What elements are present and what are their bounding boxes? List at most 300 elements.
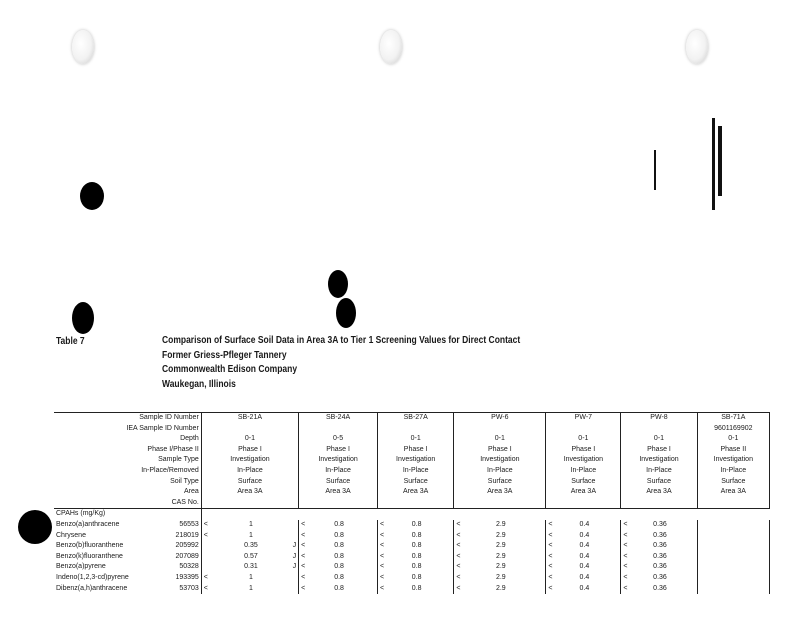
table-row bbox=[54, 552, 770, 563]
qualifier: < bbox=[380, 520, 385, 528]
value-cell bbox=[621, 573, 697, 584]
sample-phase: Phase I bbox=[326, 445, 350, 453]
value-cell bbox=[697, 552, 769, 563]
value-cell bbox=[201, 552, 298, 563]
analyte-name: Chrysene bbox=[56, 531, 86, 539]
empty-cell bbox=[546, 509, 621, 520]
table-row bbox=[54, 573, 770, 584]
qualifier: < bbox=[380, 552, 385, 560]
value-cell bbox=[378, 584, 454, 595]
concentration-value: 1 bbox=[249, 584, 253, 592]
sample-depth: 0-1 bbox=[653, 435, 665, 443]
value-cell bbox=[378, 541, 454, 552]
qualifier bbox=[204, 541, 214, 552]
empty-cell bbox=[697, 509, 769, 520]
value-cell bbox=[201, 573, 298, 584]
section-header-row bbox=[54, 509, 770, 520]
sample-area: Area 3A bbox=[646, 488, 672, 496]
sample-id: PW-7 bbox=[574, 414, 593, 421]
table-row bbox=[54, 541, 770, 552]
data-flag bbox=[535, 531, 543, 542]
qualifier: < bbox=[623, 531, 628, 539]
concentration-value: 0.8 bbox=[334, 531, 344, 539]
data-flag bbox=[443, 520, 451, 531]
sample-column-header bbox=[697, 413, 769, 509]
concentration-value: 2.9 bbox=[495, 552, 506, 560]
qualifier: < bbox=[380, 542, 385, 550]
cas-number: 207089 bbox=[175, 552, 199, 560]
concentration-value: 0.35 bbox=[244, 542, 258, 550]
data-flag: J bbox=[292, 552, 297, 560]
sample-depth: 0-1 bbox=[728, 435, 739, 443]
qualifier: < bbox=[203, 520, 208, 528]
data-flag bbox=[687, 520, 695, 531]
value-cell bbox=[697, 584, 769, 595]
concentration-value: 0.8 bbox=[411, 542, 422, 550]
data-flag bbox=[610, 541, 618, 552]
qualifier: < bbox=[548, 573, 553, 581]
value-cell bbox=[546, 573, 621, 584]
concentration-value: 0.8 bbox=[334, 520, 344, 528]
sample-soil: Surface bbox=[571, 477, 596, 485]
value-cell bbox=[299, 541, 378, 552]
concentration-value: 0.8 bbox=[334, 573, 344, 581]
qualifier: < bbox=[301, 573, 306, 581]
sample-inplace: In-Place bbox=[720, 466, 747, 474]
qualifier: < bbox=[548, 584, 553, 592]
data-flag bbox=[443, 541, 451, 552]
sample-iea bbox=[623, 424, 694, 435]
sample-inplace: In-Place bbox=[570, 466, 597, 474]
qualifier: < bbox=[301, 542, 306, 550]
value-cell bbox=[621, 520, 697, 531]
value-cell bbox=[299, 531, 378, 542]
row-label: In-Place/Removed bbox=[141, 466, 199, 474]
ink-blot bbox=[328, 270, 348, 298]
qualifier: < bbox=[456, 542, 461, 550]
title-line: Waukegan, Illinois bbox=[162, 378, 236, 390]
sample-type: Investigation bbox=[396, 456, 436, 464]
data-flag bbox=[367, 562, 375, 573]
cas-number: 218019 bbox=[175, 531, 199, 539]
qualifier: < bbox=[623, 552, 628, 560]
sample-type: Investigation bbox=[318, 456, 358, 464]
sample-area: Area 3A bbox=[325, 488, 351, 496]
sample-phase: Phase I bbox=[487, 445, 512, 453]
scan-mark bbox=[718, 126, 722, 196]
concentration-value: 0.4 bbox=[579, 552, 590, 560]
sample-id: SB-21A bbox=[237, 414, 263, 421]
qualifier: < bbox=[301, 563, 306, 571]
title-line: Commonwealth Edison Company bbox=[162, 364, 298, 375]
cas-number: 53703 bbox=[179, 584, 199, 592]
sample-area: Area 3A bbox=[487, 488, 513, 496]
qualifier: < bbox=[548, 563, 553, 571]
row-label: Depth bbox=[180, 435, 199, 443]
value-cell bbox=[697, 562, 769, 573]
qualifier: < bbox=[548, 520, 553, 528]
value-cell bbox=[378, 573, 454, 584]
empty-cell bbox=[454, 509, 546, 520]
analyte-cell bbox=[54, 531, 201, 542]
sample-column-header bbox=[201, 413, 298, 509]
concentration-value: 0.4 bbox=[579, 563, 590, 571]
sample-iea: 9601169902 bbox=[714, 424, 753, 432]
qualifier: < bbox=[456, 584, 461, 592]
concentration-value: 0.4 bbox=[579, 573, 590, 581]
analyte-name: Benzo(k)fluoranthene bbox=[56, 552, 123, 560]
concentration-value: 0.8 bbox=[411, 584, 422, 592]
qualifier: < bbox=[456, 552, 461, 560]
sample-depth: 0-5 bbox=[333, 435, 344, 443]
value-cell bbox=[201, 541, 298, 552]
concentration-value: 1 bbox=[249, 531, 253, 539]
cas-number: 56553 bbox=[179, 520, 199, 528]
ink-blot bbox=[80, 182, 104, 210]
data-flag bbox=[443, 562, 451, 573]
sample-column-header bbox=[621, 413, 697, 509]
table-row bbox=[54, 520, 770, 531]
qualifier bbox=[204, 562, 214, 573]
concentration-value: 0.36 bbox=[653, 531, 667, 539]
ink-blot bbox=[18, 510, 52, 544]
concentration-value: 2.9 bbox=[495, 563, 506, 571]
title-line: Former Griess-Pfleger Tannery bbox=[162, 349, 287, 361]
sample-column-header bbox=[546, 413, 621, 509]
sample-inplace: In-Place bbox=[237, 466, 263, 474]
data-flag: J bbox=[292, 563, 297, 571]
analyte-name: Indeno(1,2,3-cd)pyrene bbox=[56, 573, 129, 581]
cas-number: 205992 bbox=[175, 542, 199, 550]
qualifier: < bbox=[203, 584, 208, 592]
value-cell bbox=[454, 541, 546, 552]
qualifier: < bbox=[548, 552, 553, 560]
concentration-value: 2.9 bbox=[495, 573, 506, 581]
concentration-value: 0.4 bbox=[579, 542, 590, 550]
analyte-name: Benzo(a)pyrene bbox=[56, 563, 106, 571]
row-label: IEA Sample ID Number bbox=[126, 424, 199, 432]
table-row bbox=[54, 584, 770, 595]
sample-type: Investigation bbox=[230, 456, 270, 464]
qualifier: < bbox=[548, 531, 553, 539]
concentration-value: 2.9 bbox=[495, 520, 506, 528]
qualifier: < bbox=[456, 531, 461, 539]
value-cell bbox=[621, 562, 697, 573]
data-flag bbox=[288, 531, 296, 542]
qualifier: < bbox=[301, 552, 306, 560]
qualifier: < bbox=[380, 531, 385, 539]
data-flag bbox=[443, 573, 451, 584]
qualifier bbox=[204, 552, 214, 563]
value-cell bbox=[299, 562, 378, 573]
sample-column-header bbox=[378, 413, 454, 509]
sample-area: Area 3A bbox=[570, 488, 596, 496]
concentration-value: 0.8 bbox=[411, 563, 422, 571]
table-row bbox=[54, 562, 770, 573]
sample-soil: Surface bbox=[646, 477, 672, 485]
concentration-value: 0.8 bbox=[411, 531, 422, 539]
section-header: CPAHs (mg/Kg) bbox=[54, 509, 201, 520]
value-cell bbox=[299, 584, 378, 595]
data-flag bbox=[610, 573, 618, 584]
qualifier: < bbox=[380, 584, 385, 592]
value-cell bbox=[454, 552, 546, 563]
qualifier: < bbox=[623, 563, 628, 571]
analyte-cell bbox=[54, 562, 201, 573]
qualifier: < bbox=[623, 573, 628, 581]
qualifier: < bbox=[380, 563, 385, 571]
qualifier: < bbox=[301, 520, 306, 528]
sample-iea bbox=[204, 424, 296, 435]
sample-inplace: In-Place bbox=[325, 466, 351, 474]
sample-area: Area 3A bbox=[720, 488, 746, 496]
data-flag bbox=[535, 573, 543, 584]
concentration-value: 0.4 bbox=[579, 520, 590, 528]
sample-column-header bbox=[454, 413, 546, 509]
row-label: CAS No. bbox=[171, 498, 199, 506]
concentration-value: 0.8 bbox=[411, 520, 422, 528]
sample-depth: 0-1 bbox=[244, 435, 256, 443]
value-cell bbox=[546, 552, 621, 563]
data-flag bbox=[610, 531, 618, 542]
data-flag bbox=[610, 562, 618, 573]
value-cell bbox=[546, 531, 621, 542]
concentration-value: 0.36 bbox=[653, 573, 667, 581]
concentration-value: 0.8 bbox=[334, 552, 344, 560]
punch-hole-left bbox=[72, 30, 94, 64]
data-flag bbox=[535, 541, 543, 552]
value-cell bbox=[299, 520, 378, 531]
value-cell bbox=[201, 562, 298, 573]
sample-iea bbox=[456, 424, 543, 435]
sample-phase: Phase I bbox=[647, 445, 671, 453]
qualifier: < bbox=[623, 542, 628, 550]
qualifier: < bbox=[548, 542, 553, 550]
qualifier: < bbox=[456, 520, 461, 528]
ink-blot bbox=[336, 298, 356, 328]
sample-phase: Phase I bbox=[403, 445, 428, 453]
sample-id: PW-8 bbox=[650, 414, 668, 421]
concentration-value: 0.4 bbox=[579, 584, 590, 592]
data-flag bbox=[610, 520, 618, 531]
data-flag bbox=[288, 520, 296, 531]
data-flag bbox=[687, 552, 695, 563]
table-header-row bbox=[54, 413, 770, 509]
sample-depth: 0-1 bbox=[578, 435, 589, 443]
qualifier: < bbox=[203, 573, 208, 581]
concentration-value: 0.57 bbox=[244, 552, 258, 560]
sample-type: Investigation bbox=[713, 456, 753, 464]
analyte-name: Benzo(a)anthracene bbox=[56, 520, 120, 528]
value-cell bbox=[621, 552, 697, 563]
value-cell bbox=[378, 562, 454, 573]
data-flag bbox=[288, 573, 296, 584]
value-cell bbox=[378, 552, 454, 563]
data-flag bbox=[443, 552, 451, 563]
sample-iea bbox=[548, 424, 618, 435]
concentration-value: 0.36 bbox=[653, 584, 667, 592]
row-label: Sample ID Number bbox=[139, 414, 199, 421]
data-flag bbox=[367, 531, 375, 542]
concentration-value: 0.31 bbox=[244, 563, 258, 571]
sample-depth: 0-1 bbox=[494, 435, 505, 443]
data-flag bbox=[535, 520, 543, 531]
table-row bbox=[54, 531, 770, 542]
value-cell bbox=[299, 552, 378, 563]
value-cell bbox=[621, 531, 697, 542]
concentration-value: 0.8 bbox=[334, 584, 344, 592]
value-cell bbox=[201, 520, 298, 531]
concentration-value: 0.36 bbox=[653, 520, 667, 528]
row-labels bbox=[54, 413, 201, 509]
value-cell bbox=[454, 531, 546, 542]
sample-inplace: In-Place bbox=[487, 466, 513, 474]
row-label: Soil Type bbox=[170, 477, 199, 485]
soil-data-table bbox=[54, 412, 770, 594]
value-cell bbox=[378, 531, 454, 542]
data-flag bbox=[443, 584, 451, 595]
data-flag bbox=[367, 541, 375, 552]
analyte-name: Benzo(b)fluoranthene bbox=[56, 542, 124, 550]
table-title bbox=[162, 334, 520, 392]
concentration-value: 0.36 bbox=[653, 552, 667, 560]
sample-soil: Surface bbox=[326, 477, 351, 485]
value-cell bbox=[697, 531, 769, 542]
data-flag bbox=[610, 552, 618, 563]
value-cell bbox=[621, 584, 697, 595]
ink-blot bbox=[72, 302, 94, 334]
sample-inplace: In-Place bbox=[646, 466, 672, 474]
value-cell bbox=[201, 584, 298, 595]
sample-soil: Surface bbox=[403, 477, 428, 485]
sample-iea bbox=[380, 424, 451, 435]
value-cell bbox=[697, 573, 769, 584]
data-flag bbox=[443, 531, 451, 542]
value-cell bbox=[546, 520, 621, 531]
concentration-value: 2.9 bbox=[495, 584, 506, 592]
data-flag bbox=[687, 531, 695, 542]
data-flag bbox=[288, 584, 296, 595]
sample-phase: Phase I bbox=[571, 445, 596, 453]
value-cell bbox=[546, 541, 621, 552]
value-cell bbox=[299, 573, 378, 584]
sample-soil: Surface bbox=[237, 477, 263, 485]
cas-number: 193395 bbox=[175, 573, 199, 581]
sample-soil: Surface bbox=[721, 477, 746, 485]
data-flag bbox=[367, 552, 375, 563]
qualifier: < bbox=[301, 531, 306, 539]
data-flag: J bbox=[292, 542, 297, 550]
title-line: Comparison of Surface Soil Data in Area 3A to Tier 1 Screening Values for Direct Contact bbox=[162, 335, 521, 346]
concentration-value: 0.8 bbox=[334, 563, 344, 571]
scan-mark bbox=[654, 150, 656, 190]
value-cell bbox=[546, 584, 621, 595]
empty-cell bbox=[621, 509, 697, 520]
value-cell bbox=[378, 520, 454, 531]
data-flag bbox=[687, 562, 695, 573]
data-flag bbox=[367, 520, 375, 531]
concentration-value: 1 bbox=[249, 520, 253, 528]
value-cell bbox=[454, 573, 546, 584]
data-flag bbox=[687, 541, 695, 552]
qualifier: < bbox=[456, 573, 461, 581]
concentration-value: 0.8 bbox=[411, 552, 422, 560]
concentration-value: 0.4 bbox=[579, 531, 590, 539]
concentration-value: 0.8 bbox=[334, 542, 344, 550]
data-flag bbox=[367, 573, 375, 584]
cas-number: 50328 bbox=[179, 563, 199, 571]
sample-inplace: In-Place bbox=[402, 466, 429, 474]
sample-id: SB-24A bbox=[326, 414, 351, 421]
sample-area: Area 3A bbox=[237, 488, 263, 496]
analyte-cell bbox=[54, 552, 201, 563]
value-cell bbox=[697, 541, 769, 552]
analyte-cell bbox=[54, 573, 201, 584]
empty-cell bbox=[201, 509, 298, 520]
sample-type: Investigation bbox=[563, 456, 604, 464]
sample-id: SB-27A bbox=[403, 414, 428, 421]
value-cell bbox=[454, 562, 546, 573]
sample-phase: Phase II bbox=[720, 445, 747, 453]
concentration-value: 1 bbox=[249, 573, 253, 581]
sample-type: Investigation bbox=[639, 456, 679, 464]
analyte-cell bbox=[54, 584, 201, 595]
sample-phase: Phase I bbox=[238, 445, 262, 453]
concentration-value: 2.9 bbox=[495, 542, 506, 550]
qualifier: < bbox=[623, 520, 628, 528]
qualifier: < bbox=[456, 563, 461, 571]
data-flag bbox=[687, 584, 695, 595]
sample-column-header bbox=[299, 413, 378, 509]
value-cell bbox=[454, 584, 546, 595]
punch-hole-right bbox=[686, 30, 708, 64]
table-label: Table 7 bbox=[56, 336, 85, 347]
sample-iea bbox=[301, 424, 375, 435]
sample-depth: 0-1 bbox=[410, 435, 421, 443]
row-label: Sample Type bbox=[158, 456, 199, 464]
concentration-value: 0.36 bbox=[653, 542, 667, 550]
concentration-value: 0.8 bbox=[411, 573, 422, 581]
sample-soil: Surface bbox=[487, 477, 512, 485]
data-flag bbox=[535, 552, 543, 563]
qualifier: < bbox=[623, 584, 628, 592]
analyte-cell bbox=[54, 520, 201, 531]
row-label: Area bbox=[184, 488, 199, 496]
scan-mark bbox=[712, 118, 715, 210]
data-flag bbox=[610, 584, 618, 595]
qualifier: < bbox=[203, 531, 208, 539]
value-cell bbox=[546, 562, 621, 573]
data-flag bbox=[687, 573, 695, 584]
data-flag bbox=[535, 562, 543, 573]
data-flag bbox=[535, 584, 543, 595]
data-flag bbox=[367, 584, 375, 595]
value-cell bbox=[201, 531, 298, 542]
sample-id: PW-6 bbox=[491, 414, 509, 421]
qualifier: < bbox=[301, 584, 306, 592]
analyte-name: Dibenz(a,h)anthracene bbox=[56, 584, 128, 592]
qualifier: < bbox=[380, 573, 385, 581]
empty-cell bbox=[378, 509, 454, 520]
analyte-cell bbox=[54, 541, 201, 552]
value-cell bbox=[621, 541, 697, 552]
row-label: Phase I/Phase II bbox=[147, 445, 199, 453]
value-cell bbox=[454, 520, 546, 531]
sample-id: SB-71A bbox=[721, 414, 746, 421]
sample-area: Area 3A bbox=[403, 488, 429, 496]
sample-type: Investigation bbox=[480, 456, 520, 464]
concentration-value: 0.36 bbox=[653, 563, 667, 571]
